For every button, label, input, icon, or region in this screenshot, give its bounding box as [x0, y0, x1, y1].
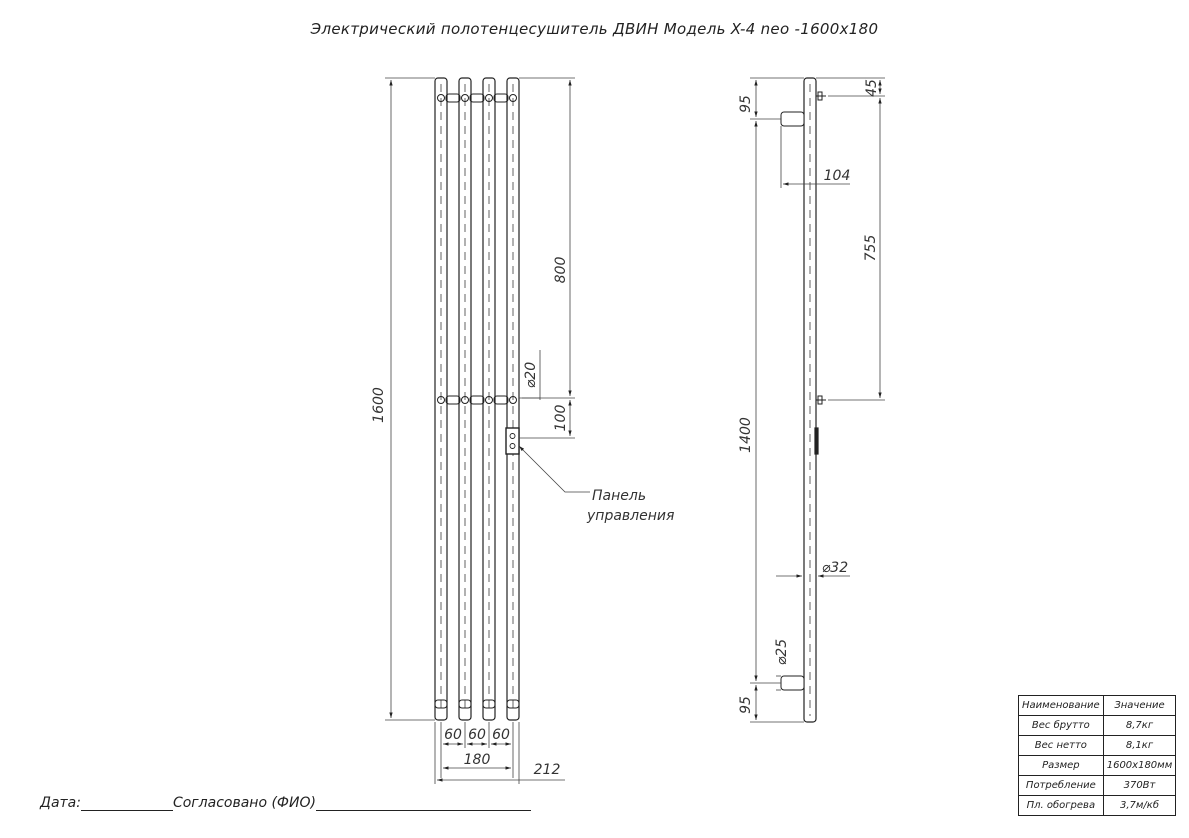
callout-line-1: Панель: [592, 488, 647, 504]
spec-row-name: Пл. обогрева: [1019, 796, 1104, 816]
dim-overall-width: 212: [533, 762, 561, 778]
spec-row: [1019, 796, 1176, 816]
dim-depth: 104: [823, 168, 851, 184]
dim-pitch-1: 60: [444, 727, 462, 743]
spec-row: [1019, 716, 1176, 736]
spec-row: [1019, 776, 1176, 796]
dim-pitch-3: 60: [492, 727, 510, 743]
spec-row-name: Вес брутто: [1019, 716, 1104, 736]
bottom-bracket: [781, 676, 804, 690]
top-connectors: [438, 94, 517, 102]
dim-panel-offset: 100: [553, 404, 569, 432]
tube-2: [459, 78, 471, 720]
spec-row-name: Потребление: [1019, 776, 1104, 796]
spec-table: [1018, 695, 1176, 816]
spec-header-value: Значение: [1103, 696, 1176, 716]
dim-pin-diameter: ⌀25: [774, 638, 790, 666]
spec-header-name: Наименование: [1019, 696, 1104, 716]
dim-pitch-2: 60: [468, 727, 486, 743]
front-view: [435, 78, 519, 720]
dim-top-bracket: 95: [738, 95, 754, 113]
spec-row-name: Вес нетто: [1019, 736, 1104, 756]
side-control-panel: [815, 428, 818, 454]
dim-tube-diameter: ⌀32: [821, 560, 849, 576]
spec-row-value: 1600x180мм: [1103, 756, 1176, 776]
drawing-title: Электрический полотенцесушитель ДВИН Модель X-4 neo -1600x180: [310, 20, 879, 38]
spec-table-header: [1019, 696, 1176, 716]
date-label: Дата:: [40, 795, 81, 811]
side-view: [781, 78, 826, 722]
spec-row-name: Размер: [1019, 756, 1104, 776]
side-tube: [804, 78, 816, 722]
tube-3: [483, 78, 495, 720]
approval-label: Согласовано (ФИО): [172, 795, 316, 811]
spec-row: [1019, 756, 1176, 776]
tube-1: [435, 78, 447, 720]
spec-row-value: 8,1кг: [1103, 736, 1176, 756]
dim-panel-diameter: ⌀20: [523, 361, 539, 389]
spec-row-value: 370Вт: [1103, 776, 1176, 796]
spec-row: [1019, 736, 1176, 756]
spec-row-value: 3,7м/кб: [1103, 796, 1176, 816]
middle-bracket: [816, 396, 826, 404]
dim-width: 180: [463, 752, 491, 768]
dim-bottom-bracket: 95: [738, 696, 754, 714]
callout-line-2: управления: [587, 508, 675, 524]
approval-field-line: [316, 796, 531, 811]
dim-upper-span: 800: [553, 256, 569, 284]
dim-bracket-span: 755: [863, 234, 879, 262]
dim-top-offset: 45: [864, 79, 880, 97]
front-dimension-labels: [371, 257, 674, 778]
dim-mount-height: 1400: [738, 417, 754, 453]
tube-4: [507, 78, 519, 720]
middle-connectors: [438, 396, 517, 404]
dim-total-height: 1600: [371, 387, 387, 423]
footer: [40, 795, 531, 811]
control-panel: [506, 428, 519, 454]
date-field-line: [81, 796, 173, 811]
spec-row-value: 8,7кг: [1103, 716, 1176, 736]
